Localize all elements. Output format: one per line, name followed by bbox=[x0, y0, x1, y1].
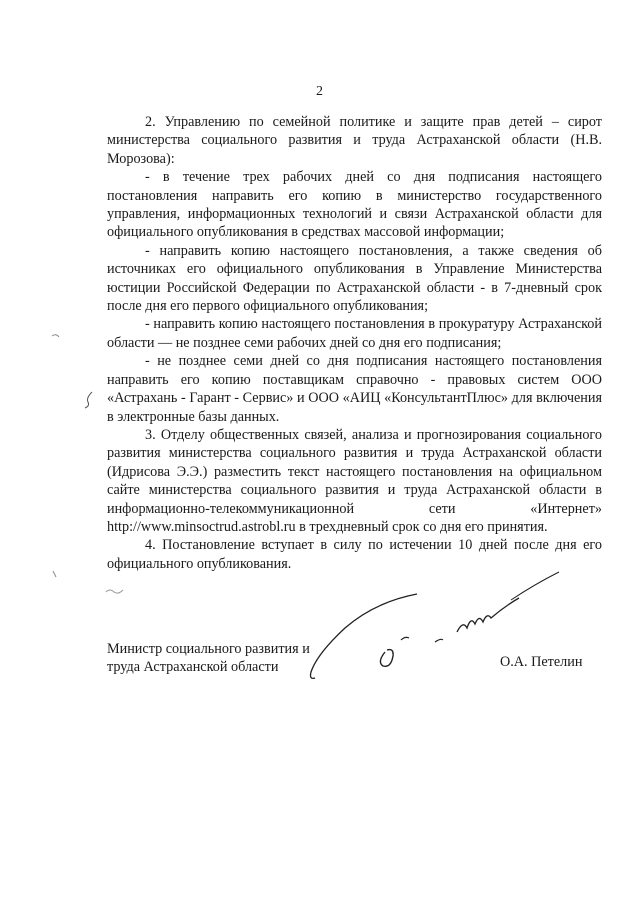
paragraph-bullet-copy-to-justice: - направить копию настоящего постановления, а также сведения об источниках его официального опубликования в Управление Министерства юстиции Российской Федерации по Астраханской области - в 7-дневный срок после дня его первого официального опубликования; bbox=[107, 242, 602, 315]
signatory-position-line1: Министр социального развития и bbox=[107, 641, 310, 657]
scan-mark-icon bbox=[82, 390, 96, 410]
paragraph-bullet-copy-to-ministry: - в течение трех рабочих дней со дня подписания настоящего постановления направить его копию в министерство государственного управления, информационных технологий и связи Астраханской области для официального опубликования в средствах массовой информации; bbox=[107, 169, 602, 241]
scan-mark-icon bbox=[104, 586, 126, 596]
signatory-position bbox=[107, 640, 310, 677]
paragraph-item-4: 4. Постановление вступает в силу по истечении 10 дней после дня его официального опубликования. bbox=[107, 537, 602, 572]
document-body bbox=[107, 113, 602, 573]
signatory-name: О.А. Петелин bbox=[500, 654, 583, 670]
page-number: 2 bbox=[316, 84, 323, 99]
paragraph-item-2: 2. Управлению по семейной политике и защите прав детей – сирот министерства социального развития и труда Астраханской области (Н.В. Морозова): bbox=[107, 114, 602, 167]
signatory-position-line2: труда Астраханской области bbox=[107, 659, 279, 676]
scan-mark-icon bbox=[50, 330, 62, 342]
paragraph-bullet-copy-to-prosecutor: - направить копию настоящего постановления в прокуратуру Астраханской области — не позднее семи рабочих дней со дня его подписания; bbox=[107, 316, 602, 351]
paragraph-bullet-copy-to-legal-systems: - не позднее семи дней со дня подписания настоящего постановления направить его копию поставщикам справочно - правовых систем ООО «Астрахань - Гарант - Сервис» и ООО «АИЦ «КонсультантПлюс» для включения в электронные базы данных. bbox=[107, 353, 602, 425]
paragraph-item-3: 3. Отделу общественных связей, анализа и прогнозирования социального развития министерства социального развития и труда Астраханской области (Идрисова Э.Э.) разместить текст настоящего постановления на официальном сайте министерства социального развития и труда Астраханской области в информационно-телекоммуникационной сети «Интернет» http://www.minsoctrud.astrobl.ru в трехдневный срок со дня его принятия. bbox=[107, 426, 602, 535]
scan-mark-icon bbox=[50, 568, 60, 580]
